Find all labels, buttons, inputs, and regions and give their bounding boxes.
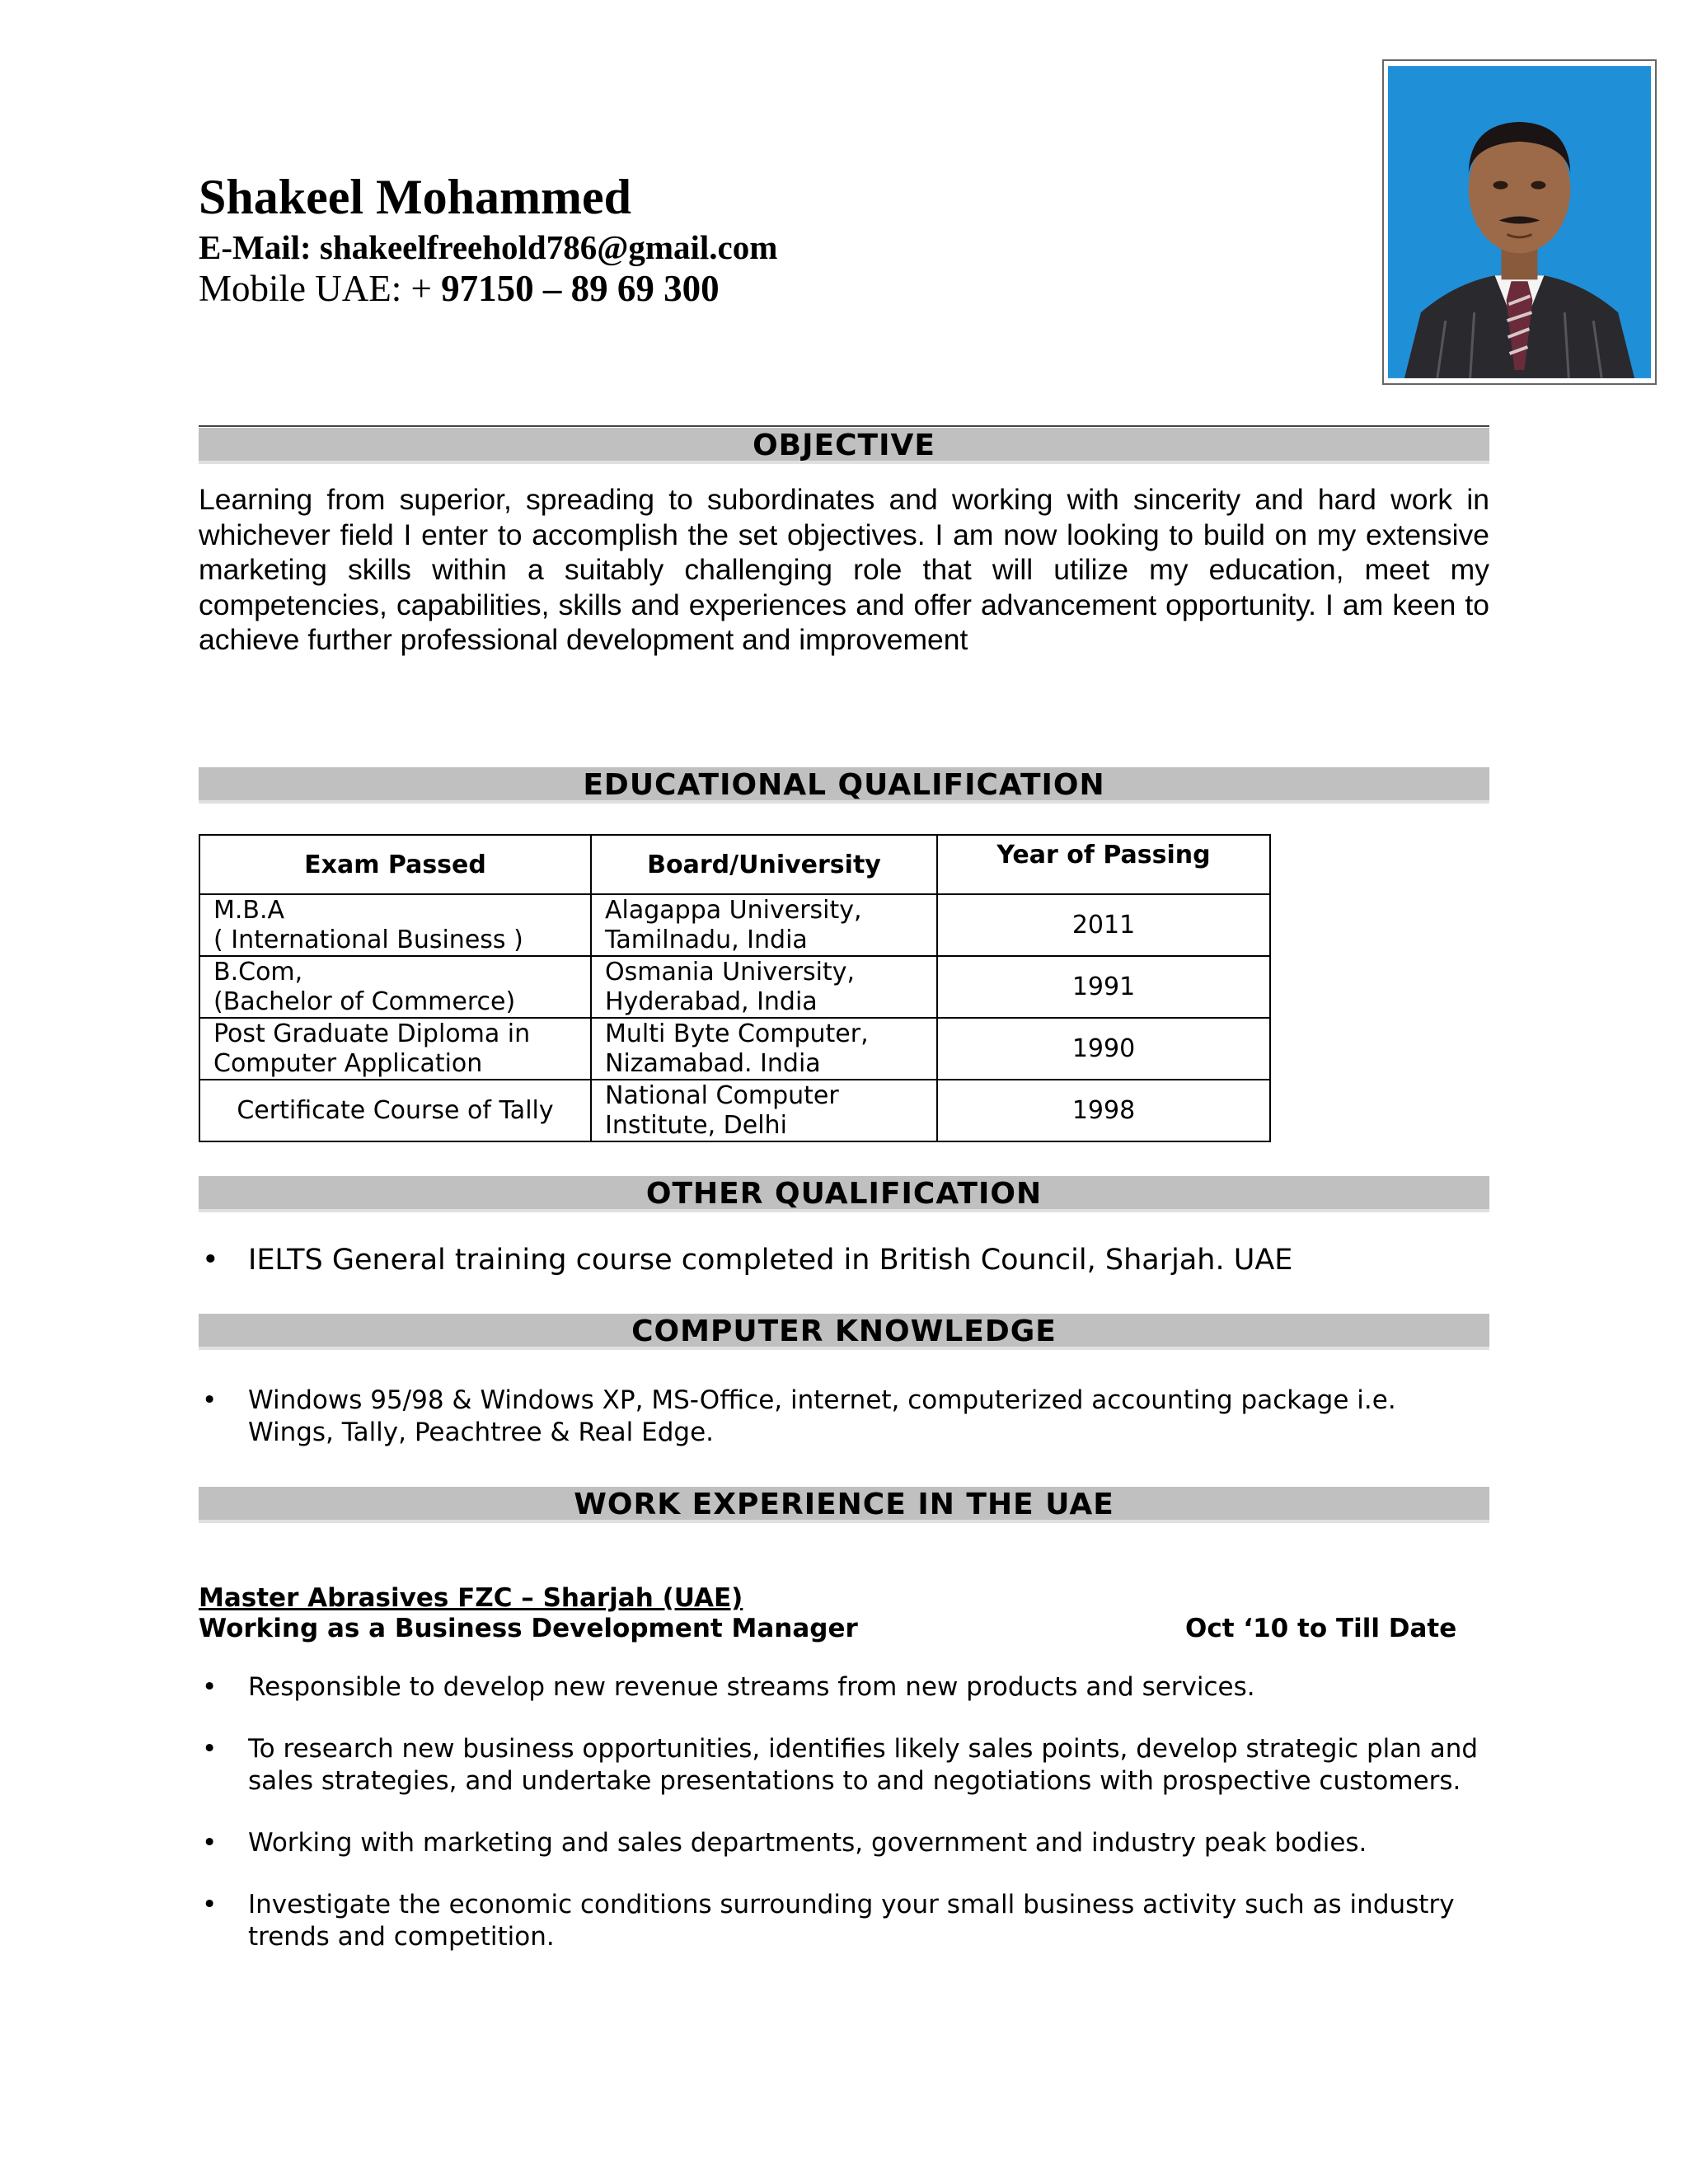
column-header-year: Year of Passing	[937, 835, 1270, 894]
email-label: E-Mail:	[199, 228, 312, 266]
board-location: Nizamabad. India	[605, 1048, 821, 1078]
year-cell: 2011	[937, 894, 1270, 956]
year-cell: 1991	[937, 956, 1270, 1018]
board-name: Multi Byte Computer,	[605, 1019, 869, 1048]
board-location: Institute, Delhi	[605, 1110, 787, 1140]
list-item	[199, 1240, 1489, 1280]
job-role: Working as a Business Development Manager	[199, 1614, 858, 1643]
email-line	[199, 227, 777, 267]
duties-list	[199, 1671, 1484, 1983]
objective-heading: OBJECTIVE	[199, 428, 1489, 464]
list-item-text: To research new business opportunities, identifies likely sales points, develop strategic plan and sales strategies, and undertake presentations to and negotiations with prospective customers.	[248, 1734, 1479, 1796]
board-cell	[591, 956, 937, 1018]
board-location: Hyderabad, India	[605, 987, 818, 1016]
person-portrait-icon	[1388, 65, 1651, 379]
bullet-icon: •	[202, 1828, 218, 1858]
board-cell	[591, 894, 937, 956]
board-cell	[591, 1018, 937, 1080]
list-item	[199, 1733, 1484, 1797]
job-dates: Oct ‘10 to Till Date	[1185, 1614, 1457, 1643]
exam-cell	[199, 894, 591, 956]
board-name: National Computer	[605, 1080, 839, 1110]
bullet-icon: •	[202, 1890, 218, 1919]
board-location: Tamilnadu, India	[605, 925, 808, 954]
table-row	[199, 1018, 1270, 1080]
list-item-text: Investigate the economic conditions surrounding your small business activity such as industry trends and competition.	[248, 1890, 1455, 1952]
exam-name: B.Com,	[213, 957, 303, 987]
table-header-row	[199, 835, 1270, 894]
objective-text: Learning from superior, spreading to subordinates and working with sincerity and hard work in whichever field I enter to accomplish the set objectives. I am now looking to build on my extensive marketing skills within a suitably challenging role that will utilize my education, meet my competencies, capabilities, skills and experiences and offer advancement opportunity. I am keen to achieve further professional development and improvement	[199, 483, 1489, 656]
exam-cell: Certificate Course of Tally	[199, 1080, 591, 1141]
other-qualification-list	[199, 1240, 1489, 1280]
table-row	[199, 956, 1270, 1018]
bullet-icon: •	[202, 1244, 219, 1277]
exam-detail: (Bachelor of Commerce)	[213, 987, 516, 1016]
bullet-icon: •	[202, 1734, 218, 1764]
column-header-board: Board/University	[591, 835, 937, 894]
table-row	[199, 1080, 1270, 1141]
mobile-label: Mobile UAE: +	[199, 268, 432, 309]
profile-photo	[1382, 59, 1657, 385]
education-table	[199, 834, 1271, 1142]
exam-name: Post Graduate Diploma in	[213, 1019, 531, 1048]
company-name: Master Abrasives FZC – Sharjah (UAE)	[199, 1583, 743, 1613]
email-address[interactable]: shakeelfreehold786@gmail.com	[319, 228, 778, 266]
list-item-text: IELTS General training course completed in British Council, Sharjah. UAE	[248, 1244, 1293, 1277]
list-item	[199, 1671, 1484, 1704]
year-cell: 1990	[937, 1018, 1270, 1080]
board-name: Alagappa University,	[605, 895, 862, 925]
work-experience-heading: WORK EXPERIENCE IN THE UAE	[199, 1487, 1489, 1523]
header-divider	[199, 425, 1489, 427]
exam-detail: ( International Business )	[213, 925, 523, 954]
list-item	[199, 1385, 1468, 1449]
mobile-number: 97150 – 89 69 300	[441, 268, 720, 309]
exam-detail: Computer Application	[213, 1048, 483, 1078]
column-header-exam: Exam Passed	[199, 835, 591, 894]
year-cell: 1998	[937, 1080, 1270, 1141]
list-item-text: Responsible to develop new revenue streams from new products and services.	[248, 1672, 1255, 1702]
exam-cell	[199, 956, 591, 1018]
board-name: Osmania University,	[605, 957, 855, 987]
education-heading: EDUCATIONAL QUALIFICATION	[199, 767, 1489, 804]
list-item	[199, 1889, 1484, 1953]
bullet-icon: •	[202, 1385, 218, 1415]
list-item-text: Working with marketing and sales departments, government and industry peak bodies.	[248, 1828, 1367, 1858]
exam-name: M.B.A	[213, 895, 285, 925]
table-row	[199, 894, 1270, 956]
mobile-line	[199, 267, 720, 310]
board-cell	[591, 1080, 937, 1141]
other-qualification-heading: OTHER QUALIFICATION	[199, 1176, 1489, 1212]
bullet-icon: •	[202, 1672, 218, 1702]
candidate-name: Shakeel Mohammed	[199, 170, 631, 224]
list-item-text: Windows 95/98 & Windows XP, MS-Office, internet, computerized accounting package i.e. Wings, Tally, Peachtree & Real Edge.	[248, 1385, 1396, 1447]
exam-cell	[199, 1018, 591, 1080]
computer-knowledge-list	[199, 1385, 1468, 1449]
computer-knowledge-heading: COMPUTER KNOWLEDGE	[199, 1314, 1489, 1350]
list-item	[199, 1827, 1484, 1859]
